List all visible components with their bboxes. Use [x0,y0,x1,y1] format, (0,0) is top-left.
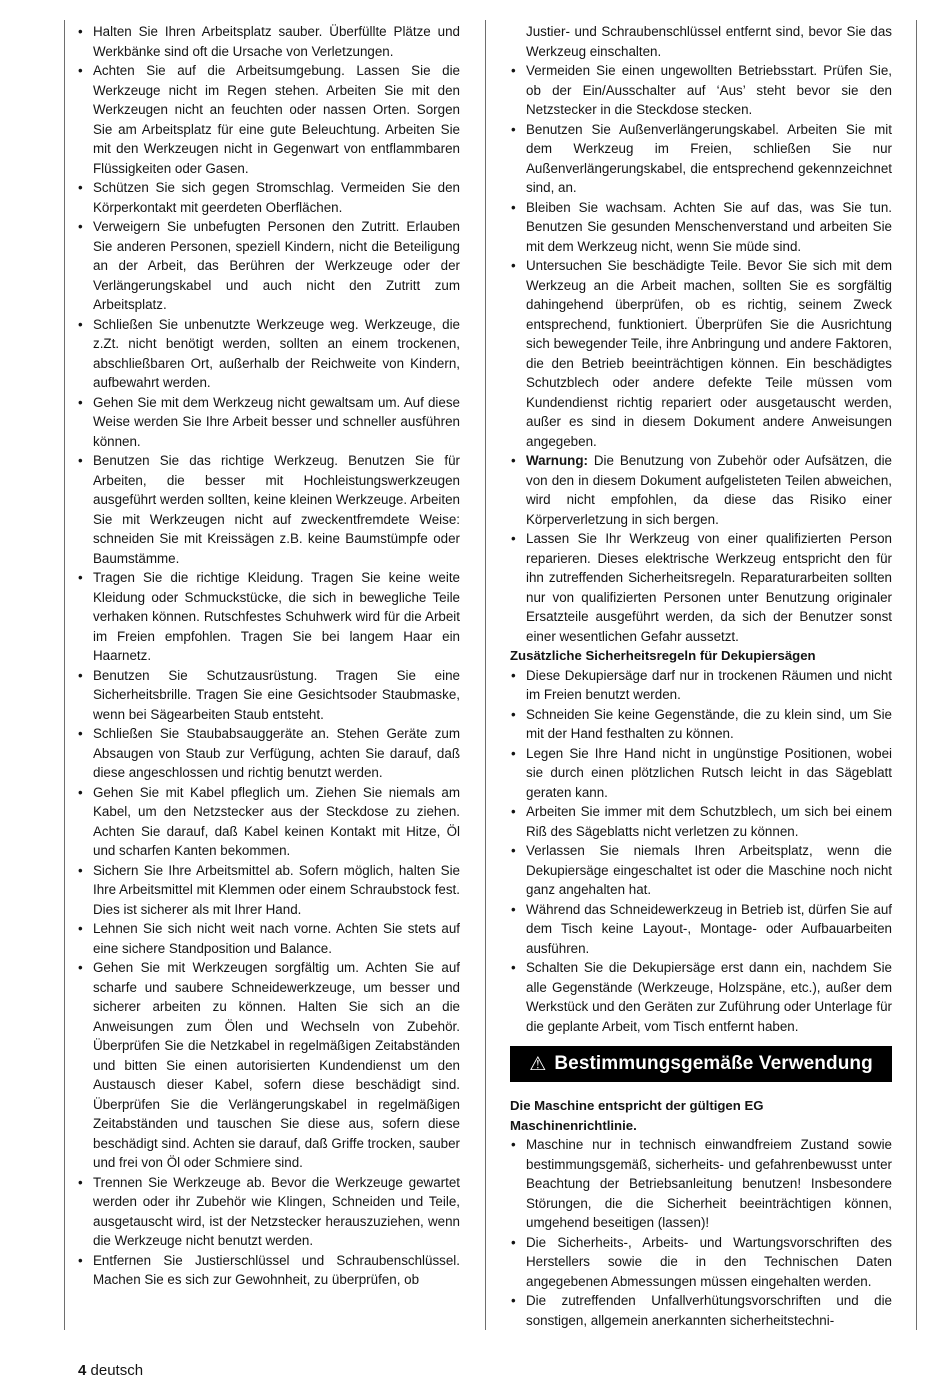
list-item: • Verweigern Sie unbefugten Personen den Zutritt. Erlauben Sie anderen Personen, speziell Kindern, nicht die Beteiligung an der Arbeit, das Berühren der Werkzeuge oder der Verlängerungskabel und auch nicht den Zutritt zum Arbeitsplatz. [77,217,460,315]
list-item: • Schließen Sie Staubabsauggeräte an. Stehen Geräte zum Absaugen von Staub zur Verfügung, achten Sie darauf, daß diese angeschlossen und richtig benutzt werden. [77,724,460,783]
left-column [77,22,460,1290]
banner-title: Bestimmungsgemäße Verwendung [554,1053,873,1075]
list-item: • Diese Dekupiersäge darf nur in trockenen Räumen und nicht im Freien benutzt werden. [510,666,892,705]
list-item: • Maschine nur in technisch einwandfreiem Zustand sowie bestimmungsgemäß, sicherheits- und gefahrenbewusst unter Beachtung der Betriebsanleitung benutzen! Insbesondere Störungen, die die Sicherheit beeinträchtigen können, umgehend beseitigen (lassen)! [510,1135,892,1233]
right-column-rule [916,20,917,1330]
list-item: • Arbeiten Sie immer mit dem Schutzblech, um sich bei einem Riß des Sägeblatts nicht verletzen zu können. [510,802,892,841]
center-column-rule [485,20,486,1330]
footer-language: deutsch [90,1362,144,1379]
list-item: • Die zutreffenden Unfallverhütungsvorschriften und die sonstigen, allgemein anerkannten sicherheitstechni- [510,1291,892,1330]
intended-use-banner [510,1046,892,1082]
dekupier-subheading: Zusätzliche Sicherheitsregeln für Dekupiersägen [510,648,816,663]
list-item: • Lehnen Sie sich nicht weit nach vorne. Achten Sie stets auf eine sichere Standposition und Balance. [77,919,460,958]
list-item: • Sichern Sie Ihre Arbeitsmittel ab. Sofern möglich, halten Sie Ihre Arbeitsmittel mit Klemmen oder einem Schraubstock fest. Dies ist sicherer als mit Ihrer Hand. [77,861,460,920]
list-item: • Schützen Sie sich gegen Stromschlag. Vermeiden Sie den Körperkontakt mit geerdeten Oberflächen. [77,178,460,217]
list-item: • Legen Sie Ihre Hand nicht in ungünstige Positionen, wobei sie durch einen plötzlichen Rutsch leicht in das Sägeblatt geraten kann. [510,744,892,803]
warning-list [510,451,892,529]
list-item: • Während das Schneidewerkzeug in Betrieb ist, dürfen Sie auf dem Tisch keine Layout-, Montage- oder Aufbauarbeiten ausführen. [510,900,892,959]
warning-item [510,451,892,529]
continuation-text: Justier- und Schraubenschlüssel entfernt sind, bevor Sie das Werkzeug einschalten. [526,24,892,59]
eg-subheading: Die Maschine entspricht der gültigen EG Maschinenrichtlinie. [510,1098,764,1133]
list-item: • Halten Sie Ihren Arbeitsplatz sauber. Überfüllte Plätze und Werkbänke sind oft die Ursache von Verletzungen. [77,22,460,61]
list-item: • Verlassen Sie niemals Ihren Arbeitsplatz, wenn die Dekupiersäge eingeschaltet ist oder die Maschine noch nicht ganz angehalten hat. [510,841,892,900]
list-item: • Tragen Sie die richtige Kleidung. Tragen Sie keine weite Kleidung oder Schmuckstücke, die sich in bewegliche Teile verhaken können. Rutschfestes Schuhwerk wird für die Arbeit im Freien empfohlen. Tragen Sie bei langem Haar ein Haarnetz. [77,568,460,666]
warning-triangle-icon: ⚠ [529,1053,547,1075]
warning-text: Die Benutzung von Zubehör oder Aufsätzen, die von den in diesem Dokument aufgelisteten Teilen abweichen, wird nicht empfohlen, da diese das Risiko einer Körperverletzung in sich bergen. [526,453,892,527]
list-item: • Vermeiden Sie einen ungewollten Betriebsstart. Prüfen Sie, ob der Ein/Ausschalter auf ‘Aus’ steht bevor sie den Netzstecker in die Steckdose stecken. [510,61,892,120]
safety-list-right [510,61,892,451]
list-item: • Die Sicherheits-, Arbeits- und Wartungsvorschriften des Herstellers sowie die in den Technischen Daten angegebenen Abmessungen müssen eingehalten werden. [510,1233,892,1292]
list-item: • Trennen Sie Werkzeuge ab. Bevor die Werkzeuge gewartet werden oder ihr Zubehör wie Klingen, Schneiden und Teile, ausgetauscht wird, ist der Netzstecker herauszuziehen, wenn die Werkzeuge nicht benutzt werden. [77,1173,460,1251]
right-column [510,22,892,1330]
list-item: • Gehen Sie mit Werkzeugen sorgfältig um. Achten Sie auf scharfe und saubere Schneidewerkzeuge, um besser und sicherer arbeiten zu können. Halten Sie sich an die Anweisungen zum Ölen und Wechseln von Zubehör. Überprüfen Sie die Netzkabel in regelmäßigen Zeitabständen und bitten Sie einen autorisierten Kundendienst um den Austausch dieser Kabel, sofern diese beschädigt sind. Überprüfen Sie die Verlängerungskabel in regelmäßigen Zeitabständen und tauschen Sie diese aus, sofern diese beschädigt sind. Achten sie darauf, daß Griffe trocken, sauber und frei von Öl oder Schmiere sind. [77,958,460,1173]
list-item: • Achten Sie auf die Arbeitsumgebung. Lassen Sie die Werkzeuge nicht im Regen stehen. Arbeiten Sie mit den Werkzeugen nicht an feuchten oder nassen Orten. Sorgen Sie am Arbeitsplatz für eine gute Beleuchtung. Arbeiten Sie mit den Werkzeugen nicht in Gegenwart von entflammbaren Flüssigkeiten oder Gasen. [77,61,460,178]
left-column-rule [64,20,65,1330]
list-item: • Bleiben Sie wachsam. Achten Sie auf das, was Sie tun. Benutzen Sie gesunden Menschenverstand und arbeiten Sie mit dem Werkzeug nicht, wenn Sie müde sind. [510,198,892,257]
list-item: • Untersuchen Sie beschädigte Teile. Bevor Sie sich mit dem Werkzeug an die Arbeit machen, sollten Sie es sorgfältig dahingehend überprüfen, ob es richtig, seinem Zweck entsprechend, funktioniert. Überprüfen Sie die Ausrichtung sich bewegender Teile, ihre Anbringung und andere Faktoren, die den Betrieb beeinträchtigen können. Ein beschädigtes Schutzblech oder andere defekte Teile müssen vom Kundendienst richtig repariert oder ausgetauscht werden, außer es sind in diesem Dokument andere Anweisungen angegeben. [510,256,892,451]
list-item: • Benutzen Sie Außenverlängerungskabel. Arbeiten Sie mit dem Werkzeug im Freien, schließen Sie nur Außenverlängerungskabel, die entsprechend gekennzeichnet sind, an. [510,120,892,198]
list-item: • Schneiden Sie keine Gegenstände, die zu klein sind, um Sie mit der Hand festhalten zu können. [510,705,892,744]
list-item: • Gehen Sie mit Kabel pfleglich um. Ziehen Sie niemals am Kabel, um den Netzstecker aus der Steckdose zu ziehen. Achten Sie darauf, daß Kabel keinen Kontakt mit Hitze, Öl und scharfen Kanten bekommen. [77,783,460,861]
list-item: • Benutzen Sie das richtige Werkzeug. Benutzen Sie für Arbeiten, die besser mit Hochleistungswerkzeugen ausgeführt werden sollten, keine kleinen Werkzeuge. Arbeiten Sie mit Werkzeugen nicht auf zweckentfremdete Weise: schneiden Sie mit Kreissägen z.B. keine Baumstümpfe oder Baumstämme. [77,451,460,568]
safety-list-right-b [510,529,892,646]
warning-label: Warnung: [526,453,588,468]
list-item: • Schließen Sie unbenutzte Werkzeuge weg. Werkzeuge, die z.Zt. nicht benötigt werden, sollten an einem trockenen, abschließbaren Ort, außerhalb der Reichweite von Kindern, aufbewahrt werden. [77,315,460,393]
list-item: • Benutzen Sie Schutzausrüstung. Tragen Sie eine Sicherheitsbrille. Tragen Sie eine Gesichtsoder Staubmaske, wenn bei Sägearbeiten Staub entsteht. [77,666,460,725]
list-item: • Schalten Sie die Dekupiersäge erst dann ein, nachdem Sie alle Gegenstände (Werkzeuge, Holzspäne, etc.), außer dem Werkstück und den Geräten zur Zuführung oder Unterlage für die geplante Arbeit, vom Tisch entfernt haben. [510,958,892,1036]
eg-list [510,1135,892,1330]
list-item: • Entfernen Sie Justierschlüssel und Schraubenschlüssel. Machen Sie es sich zur Gewohnheit, zu überprüfen, ob [77,1251,460,1290]
dekupier-list [510,666,892,1037]
list-item: • Lassen Sie Ihr Werkzeug von einer qualifizierten Person reparieren. Dieses elektrische Werkzeug entspricht den für ihn zutreffenden Sicherheitsregeln. Reparaturarbeiten sollten nur von qualifizierten Personen unter Benutzung originaler Ersatzteile ausgeführt werden, da sich der Benutzer sonst einer wesentlichen Gefahr aussetzt. [510,529,892,646]
list-item: • Gehen Sie mit dem Werkzeug nicht gewaltsam um. Auf diese Weise werden Sie Ihre Arbeit besser und schneller ausführen können. [77,393,460,452]
page-number: 4 [78,1362,87,1379]
safety-list-left [77,22,460,1290]
page-footer [78,1362,143,1379]
